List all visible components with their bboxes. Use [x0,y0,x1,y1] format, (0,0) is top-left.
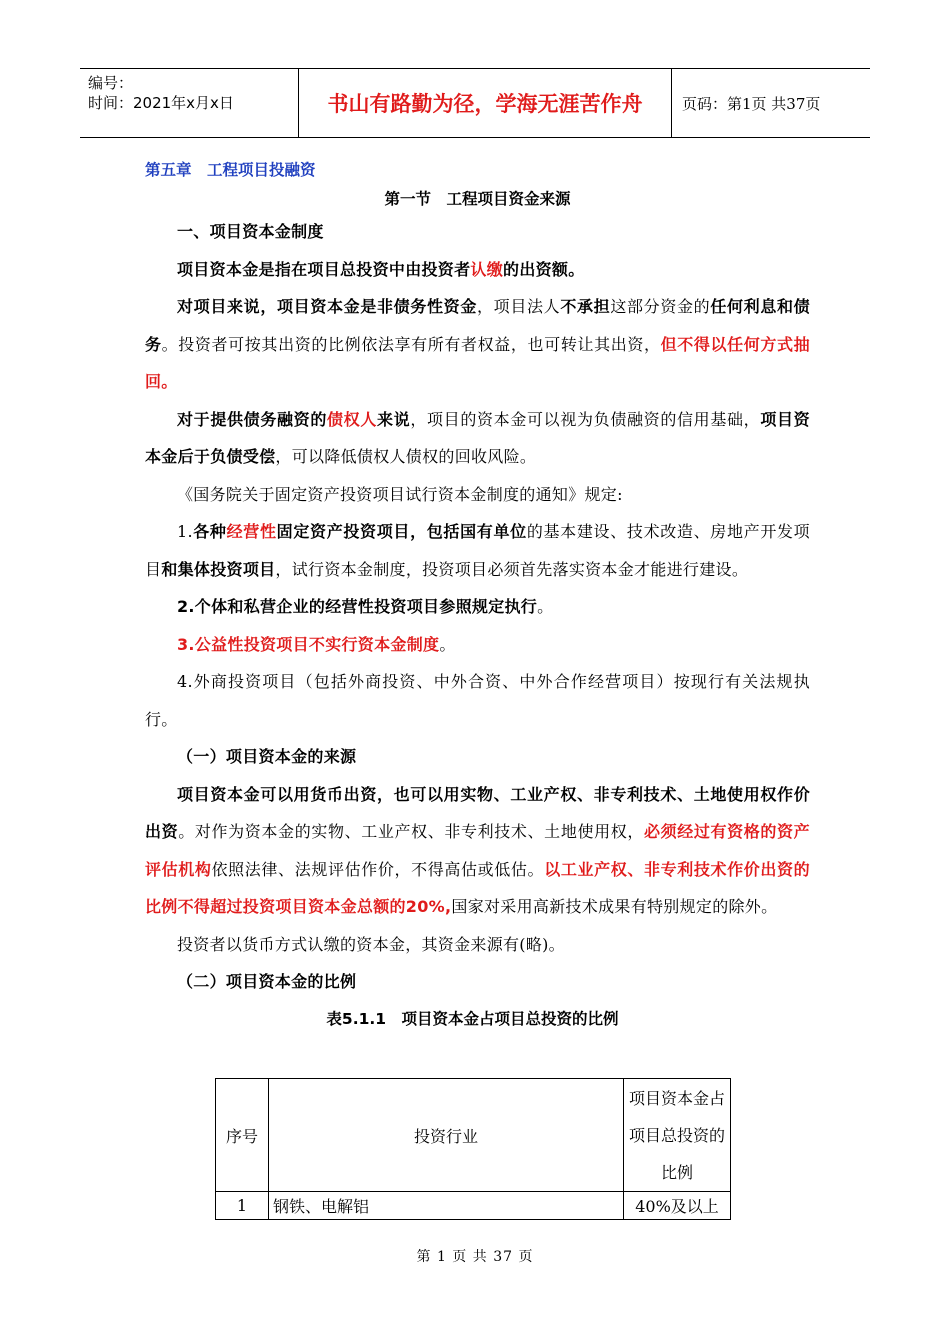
header-number: 编号： [88,74,134,92]
heading-capital-source: （一）项目资本金的来源 [177,747,357,766]
header-cell-number: 序号 [216,1079,269,1192]
table-row [216,1192,731,1220]
paragraph-creditor-view: 对于提供债务融资的债权人来说，项目的资本金可以视为负债融资的信用基础，项目资本金后于负债受偿，可以降低债权人债权的回收风险。 [145,409,810,466]
paragraph-definition: 项目资本金是指在项目总投资中由投资者认缴的出资额。 [177,259,585,279]
heading-capital-ratio: （二）项目资本金的比例 [177,972,357,991]
rule-2: 2.个体和私营企业的经营性投资项目参照规定执行。 [177,597,554,616]
header-time: 时间：2021年x月x日 [88,94,234,112]
capital-ratio-table [215,1078,731,1220]
page-footer: 第 1 页 共 37 页 [416,1249,534,1265]
paragraph-money-source: 投资者以货币方式认缴的资本金，其资金来源有(略)。 [177,934,565,954]
cell-number: 1 [216,1192,269,1220]
rule-4: 4.外商投资项目（包括外商投资、中外合资、中外合作经营项目）按现行有关法规执行。 [145,672,810,729]
header-motto: 书山有路勤为径，学海无涯苦作舟 [298,69,672,137]
paragraph-project-view: 对项目来说，项目资本金是非债务性资金，项目法人不承担这部分资金的任何利息和债务。投资者可按其出资的比例依法享有所有者权益，也可转让其出资，但不得以任何方式抽回。 [145,297,810,391]
cell-industry: 钢铁、电解铝 [269,1192,624,1220]
rule-1: 1.各种经营性固定资产投资项目，包括国有单位的基本建设、技术改造、房地产开发项目和集体投资项目，试行资本金制度，投资项目必须首先落实资本金才能进行建设。 [145,522,810,579]
paragraph-capital-source: 项目资本金可以用货币出资，也可以用实物、工业产权、非专利技术、土地使用权作价出资。对作为资本金的实物、工业产权、非专利技术、土地使用权，必须经过有资格的资产评估机构依照法律、法规评估作价，不得高估或低估。以工业产权、非专利技术作价出资的比例不得超过投资项目资本金总额的20%,国家对采用高新技术成果有特别规定的除外。 [145,784,810,916]
header-cell-industry: 投资行业 [269,1079,624,1192]
table-caption: 表5.1.1 项目资本金占项目总投资的比例 [326,1009,619,1028]
header-cell-ratio: 项目资本金占项目总投资的比例 [624,1079,731,1192]
document-body [145,155,810,1037]
header-page-info: 页码：第1页 共37页 [682,94,821,113]
heading-capital-system: 一、项目资本金制度 [177,222,324,241]
paragraph-regulation: 《国务院关于固定资产投资项目试行资本金制度的通知》规定: [177,484,623,504]
page-header [80,68,870,138]
cell-ratio: 40%及以上 [624,1192,731,1220]
chapter-title: 第五章 工程项目投融资 [145,161,316,179]
section-title: 第一节 工程项目资金来源 [384,190,571,208]
header-meta [80,69,298,137]
table-header-row [216,1079,731,1192]
rule-3: 3.公益性投资项目不实行资本金制度。 [177,634,456,654]
